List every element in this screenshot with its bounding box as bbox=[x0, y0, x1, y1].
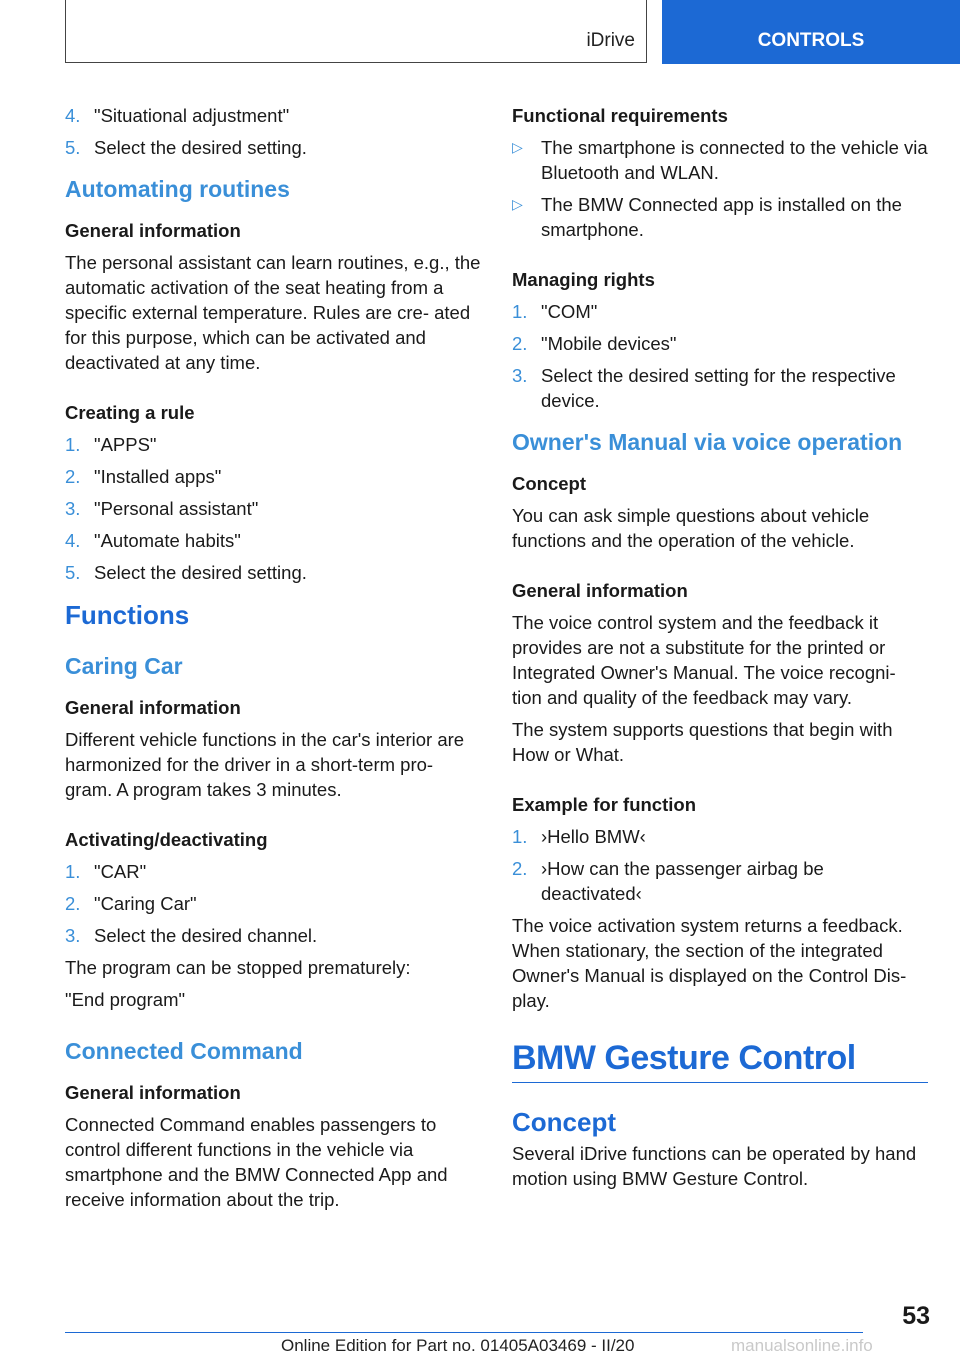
owners-general-text-2: The system supports questions that begin with How or What. bbox=[512, 719, 893, 765]
end-program-value: "End program" bbox=[65, 989, 186, 1010]
header-section-title: iDrive bbox=[586, 30, 635, 51]
owners-concept-text: You can ask simple questions about vehicle functions and the operation of the vehicle. bbox=[512, 505, 870, 551]
list-item: 3. Select the desired setting for the respective device. bbox=[512, 365, 896, 411]
caring-general-text: Different vehicle functions in the car's interior are harmonized for the driver in a short-term pro‐ gram. A program takes 3 minutes. bbox=[65, 729, 465, 800]
managing-rights-heading: Managing rights bbox=[512, 269, 655, 290]
header-frame bbox=[65, 0, 647, 63]
gesture-control-heading: BMW Gesture Control bbox=[512, 1039, 856, 1077]
list-item: 2. "Mobile devices" bbox=[512, 333, 677, 354]
list-item: 5. Select the desired setting. bbox=[65, 562, 307, 583]
footer-rule bbox=[65, 1332, 863, 1333]
example-function-heading: Example for function bbox=[512, 794, 696, 815]
list-item: 4. "Situational adjustment" bbox=[65, 105, 290, 126]
activating-list bbox=[65, 859, 481, 948]
situational-list bbox=[65, 103, 481, 160]
general-information-heading: General information bbox=[65, 220, 241, 241]
concept-heading: Concept bbox=[512, 473, 586, 494]
gesture-concept-heading: Concept bbox=[512, 1107, 616, 1137]
gesture-concept-text: Several iDrive functions can be operated by hand motion using BMW Gesture Control. bbox=[512, 1143, 917, 1189]
general-information-heading: General information bbox=[65, 1082, 241, 1103]
creating-rule-heading: Creating a rule bbox=[65, 402, 195, 423]
list-item: ▷ The BMW Connected app is installed on the smartphone. bbox=[512, 194, 902, 240]
header-chapter-tab[interactable]: CONTROLS bbox=[662, 0, 960, 64]
activating-heading: Activating/deactivating bbox=[65, 829, 268, 850]
list-item: 5. Select the desired setting. bbox=[65, 137, 307, 158]
right-column bbox=[512, 103, 928, 1198]
list-item: 1. "COM" bbox=[512, 301, 598, 322]
left-column bbox=[65, 103, 481, 1219]
creating-rule-list bbox=[65, 432, 481, 585]
automating-general-text: The personal assistant can learn routines, e.g., the automatic activation of the seat heating from a specific external temperature. Rules are cre‐ ated for this purpose, which can be activated and deactivated at any time. bbox=[65, 252, 481, 373]
heading-rule bbox=[512, 1082, 928, 1083]
list-item: ▷ The smartphone is connected to the vehicle via Bluetooth and WLAN. bbox=[512, 137, 928, 183]
list-item: 2. ›How can the passenger airbag be deactivated‹ bbox=[512, 858, 824, 904]
list-item: 1. "CAR" bbox=[65, 861, 147, 882]
list-item: 4. "Automate habits" bbox=[65, 530, 241, 551]
functional-requirements-heading: Functional requirements bbox=[512, 105, 728, 126]
owners-general-text: The voice control system and the feedback it provides are not a substitute for the printed or Integrated Owner's Manual. The voice recogni‐ tion and quality of the feedback may vary. bbox=[512, 612, 896, 708]
list-item: 3. Select the desired channel. bbox=[65, 925, 318, 946]
footer-watermark: manualsonline.info bbox=[731, 1336, 873, 1355]
list-item: 3. "Personal assistant" bbox=[65, 498, 259, 519]
example-function-list bbox=[512, 824, 928, 906]
stop-program-text: The program can be stopped prematurely: bbox=[65, 957, 411, 978]
connected-command-heading: Connected Command bbox=[65, 1038, 303, 1064]
functions-heading: Functions bbox=[65, 600, 190, 630]
list-item: 2. "Caring Car" bbox=[65, 893, 197, 914]
footer-edition: Online Edition for Part no. 01405A03469 - II/20 bbox=[281, 1336, 635, 1355]
triangle-bullet-icon: ▷ bbox=[512, 139, 523, 155]
managing-rights-list bbox=[512, 299, 928, 413]
list-item: 1. ›Hello BMW‹ bbox=[512, 826, 646, 847]
general-information-heading: General information bbox=[512, 580, 688, 601]
voice-result-text: The voice activation system returns a feedback. When stationary, the section of the integrated Owner's Manual is displayed on the Control Dis‐ play. bbox=[512, 915, 907, 1011]
page-number: 53 bbox=[902, 1302, 930, 1330]
automating-routines-heading: Automating routines bbox=[65, 176, 290, 202]
list-item: 1. "APPS" bbox=[65, 434, 157, 455]
owners-manual-voice-heading: Owner's Manual via voice operation bbox=[512, 429, 903, 455]
list-item: 2. "Installed apps" bbox=[65, 466, 222, 487]
general-information-heading: General information bbox=[65, 697, 241, 718]
functional-requirements-list bbox=[512, 135, 928, 242]
caring-car-heading: Caring Car bbox=[65, 653, 183, 679]
connected-general-text: Connected Command enables passengers to control different functions in the vehicle via smartphone and the BMW Connected App and receive information about the trip. bbox=[65, 1114, 448, 1210]
triangle-bullet-icon: ▷ bbox=[512, 196, 523, 212]
